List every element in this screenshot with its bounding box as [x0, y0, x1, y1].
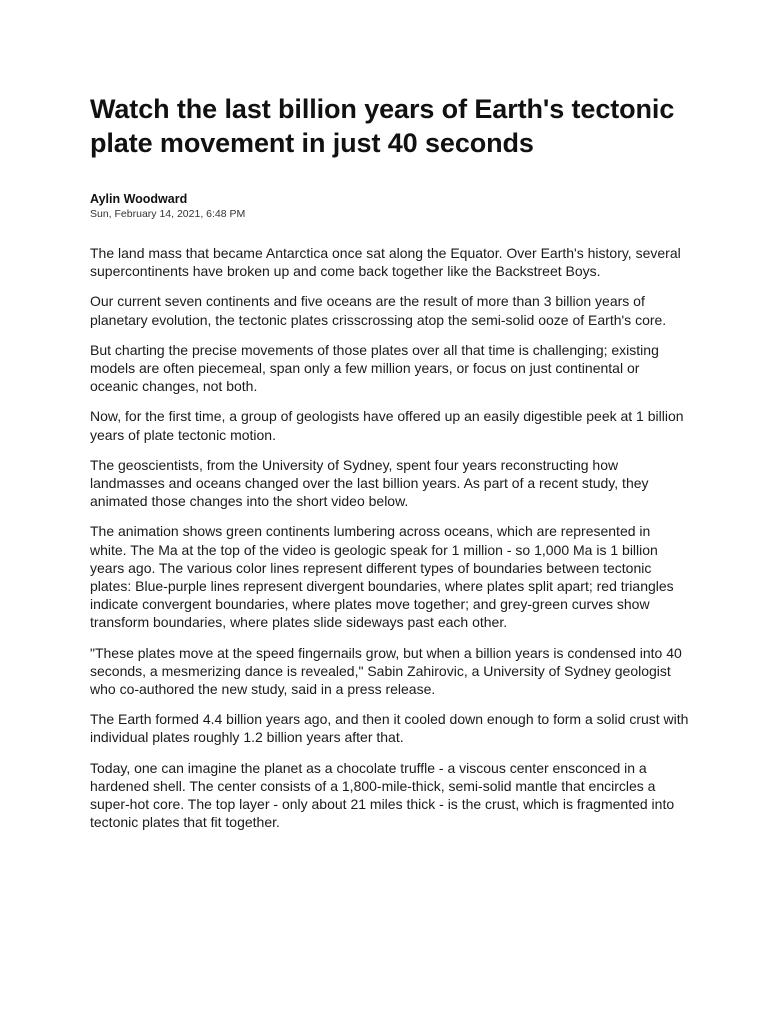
paragraph: The land mass that became Antarctica once sat along the Equator. Over Earth's history, several supercontinents have broken up and come back together like the Backstreet Boys.: [90, 245, 681, 280]
paragraph: Today, one can imagine the planet as a chocolate truffle - a viscous center ensconced in a hardened shell. The center consists of a 1,800-mile-thick, semi-solid mantle that encircles a super-hot core. The top layer - only about 21 miles thick - is the crust, which is fragmented into tectonic plates that fit together.: [90, 759, 675, 831]
paragraph: "These plates move at the speed fingernails grow, but when a billion years is condensed into 40 seconds, a mesmerizing dance is revealed," Sabin Zahirovic, a University of Sydney geologist who co-authored the new study, said in a press release.: [90, 644, 682, 698]
paragraph: The geoscientists, from the University of Sydney, spent four years reconstructing how landmasses and oceans changed over the last billion years. As part of a recent study, they animated those changes into the short video below.: [90, 456, 649, 510]
article-headline: Watch the last billion years of Earth's tectonic plate movement in just 40 seconds: [90, 94, 675, 158]
paragraph: The animation shows green continents lumbering across oceans, which are represented in white. The Ma at the top of the video is geologic speak for 1 million - so 1,000 Ma is 1 billion years ago. The various color lines represent different types of boundaries between tectonic plates: Blue-purple lines represent divergent boundaries, where plates split apart; red triangles indicate convergent boundaries, where plates move together; and grey-green curves show transform boundaries, where plates slide sideways past each other.: [90, 523, 674, 631]
article-body: [90, 244, 690, 843]
byline: [90, 191, 690, 221]
author-name: Aylin Woodward: [90, 192, 188, 206]
paragraph: Our current seven continents and five oceans are the result of more than 3 billion years of planetary evolution, the tectonic plates crisscrossing atop the semi-solid ooze of Earth's core.: [90, 293, 667, 328]
publish-date: Sun, February 14, 2021, 6:48 PM: [90, 208, 246, 220]
paragraph: But charting the precise movements of those plates over all that time is challenging; existing models are often piecemeal, span only a few million years, or focus on just continental or oceanic changes, not both.: [90, 341, 659, 395]
paragraph: The Earth formed 4.4 billion years ago, and then it cooled down enough to form a solid crust with individual plates roughly 1.2 billion years after that.: [90, 711, 689, 746]
paragraph: Now, for the first time, a group of geologists have offered up an easily digestible peek at 1 billion years of plate tectonic motion.: [90, 408, 684, 443]
